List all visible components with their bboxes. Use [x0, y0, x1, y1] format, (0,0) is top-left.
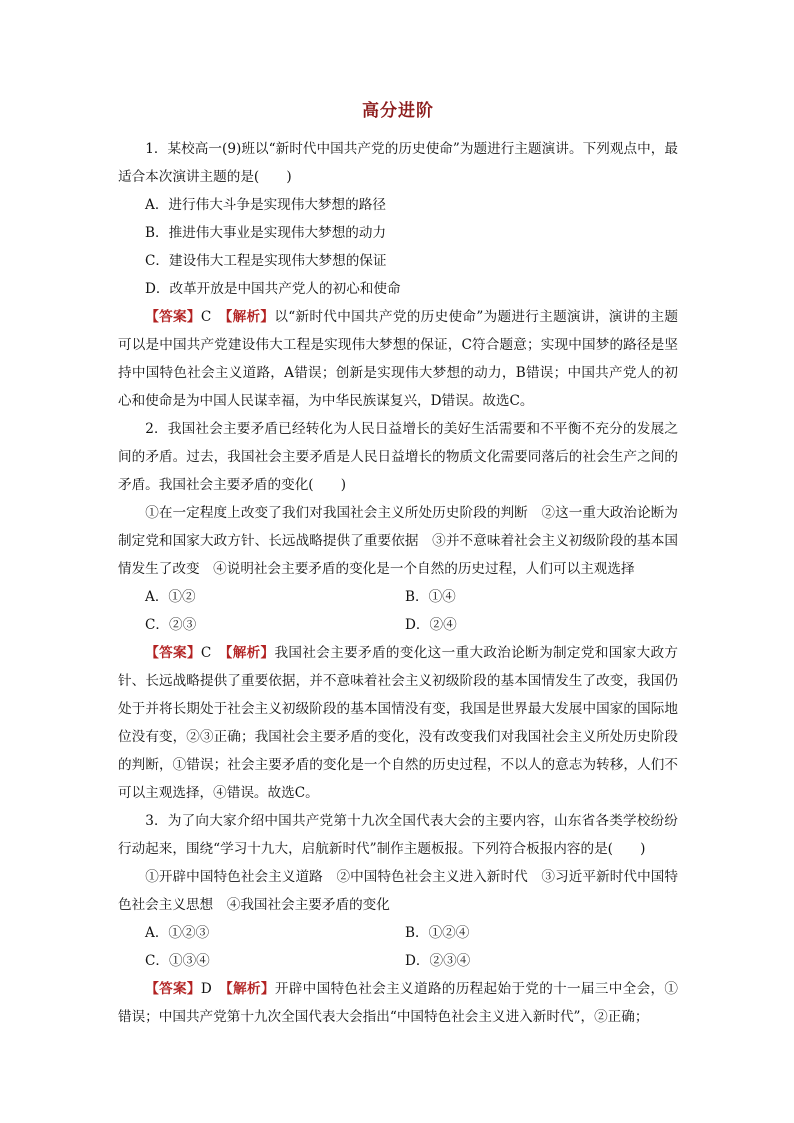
- analysis-text: 我国社会主要矛盾的变化这一重大政治论断为制定党和国家大政方针、长远战略提供了重要依据，并不意味着社会主义初级阶段的基本国情发生了改变，我国仍处于并将长期处于社会主义初级阶段的基本国情没有变，我国是世界最大发展中国家的国际地位没有变，②③正确；我国社会主要矛盾的变化，没有改变我们对我国社会主义所处历史阶段的判断，①错误；社会主要矛盾的变化是一个自然的历史过程，不以人的意志为转移，人们不可以主观选择，④错误。故选C。: [118, 645, 679, 801]
- analysis-text: 以“新时代中国共产党的历史使命”为题进行主题演讲，演讲的主题可以是中国共产党建设伟大工程是实现伟大梦想的保证，C符合题意；实现中国梦的路径是坚持中国特色社会主义道路，A错误；创新是实现伟大梦想的动力，B错误；中国共产党人的初心和使命是为中国人民谋幸福，为中华民族谋复兴，D错误。故选C。: [118, 309, 679, 409]
- question-3-options-row-2: [118, 947, 678, 975]
- page-title: 高分进阶: [362, 101, 434, 121]
- question-2-option-c: C．②③: [145, 617, 197, 633]
- question-3-options-row-1: [118, 919, 678, 947]
- answer-tag: 【答案】: [145, 645, 201, 661]
- question-2-stem: 2．我国社会主要矛盾已经转化为人民日益增长的美好生活需要和不平衡不充分的发展之间的矛盾。过去，我国社会主要矛盾是人民日益增长的物质文化需要同落后的社会生产之间的矛盾。我国社会主要矛盾的变化( ): [118, 421, 678, 493]
- question-2-option-d: D．②④: [405, 617, 457, 633]
- question-2-options-row-1: [118, 583, 678, 611]
- answer-tag: 【答案】: [145, 309, 201, 325]
- question-3-answer: [118, 975, 678, 1031]
- question-3-option-a: A．①②③: [145, 925, 210, 941]
- question-1-option-c: C．建设伟大工程是实现伟大梦想的保证: [145, 253, 387, 269]
- question-2-option-b: B．①④: [405, 589, 456, 605]
- analysis-tag: 【解析】: [225, 981, 275, 997]
- question-3-stem: 3．为了向大家介绍中国共产党第十九次全国代表大会的主要内容，山东省各类学校纷纷行动起来，围绕“学习十九大，启航新时代”制作主题板报。下列符合板报内容的是( ): [118, 813, 678, 857]
- question-3-option-b: B．①②④: [405, 925, 470, 941]
- analysis-text: 开辟中国特色社会主义道路的历程起始于党的十一届三中全会，①错误；中国共产党第十九次全国代表大会指出“中国特色社会主义进入新时代”，②正确；: [118, 981, 679, 1025]
- question-2-options-row-2: [118, 611, 678, 639]
- answer-letter: C: [200, 309, 212, 325]
- question-1-option-b: B．推进伟大事业是实现伟大梦想的动力: [145, 225, 387, 241]
- question-2-statements: ①在一定程度上改变了我们对我国社会主义所处历史阶段的判断 ②这一重大政治论断为制定党和国家大政方针、长远战略提供了重要依据 ③并不意味着社会主义初级阶段的基本国情发生了改变 ④说明社会主要矛盾的变化是一个自然的历史过程，人们可以主观选择: [118, 505, 678, 577]
- question-1-answer: [118, 303, 678, 415]
- question-3-option-c: C．①③④: [145, 953, 210, 969]
- question-3-statements: ①开辟中国特色社会主义道路 ②中国特色社会主义进入新时代 ③习近平新时代中国特色社会主义思想 ④我国社会主要矛盾的变化: [118, 869, 678, 913]
- analysis-tag: 【解析】: [225, 309, 275, 325]
- answer-letter: D: [200, 981, 212, 997]
- answer-tag: 【答案】: [145, 981, 201, 997]
- question-3-option-d: D．②③④: [405, 953, 471, 969]
- answer-letter: C: [200, 645, 212, 661]
- analysis-tag: 【解析】: [225, 645, 275, 661]
- question-1-option-a: A．进行伟大斗争是实现伟大梦想的路径: [145, 197, 386, 213]
- question-2-answer: [118, 639, 678, 807]
- question-1-option-d: D．改革开放是中国共产党人的初心和使命: [145, 281, 401, 297]
- question-2-option-a: A．①②: [145, 589, 196, 605]
- question-1-stem: 1．某校高一(9)班以“新时代中国共产党的历史使命”为题进行主题演讲。下列观点中，最适合本次演讲主题的是( ): [118, 141, 678, 185]
- document-page: [118, 96, 678, 1031]
